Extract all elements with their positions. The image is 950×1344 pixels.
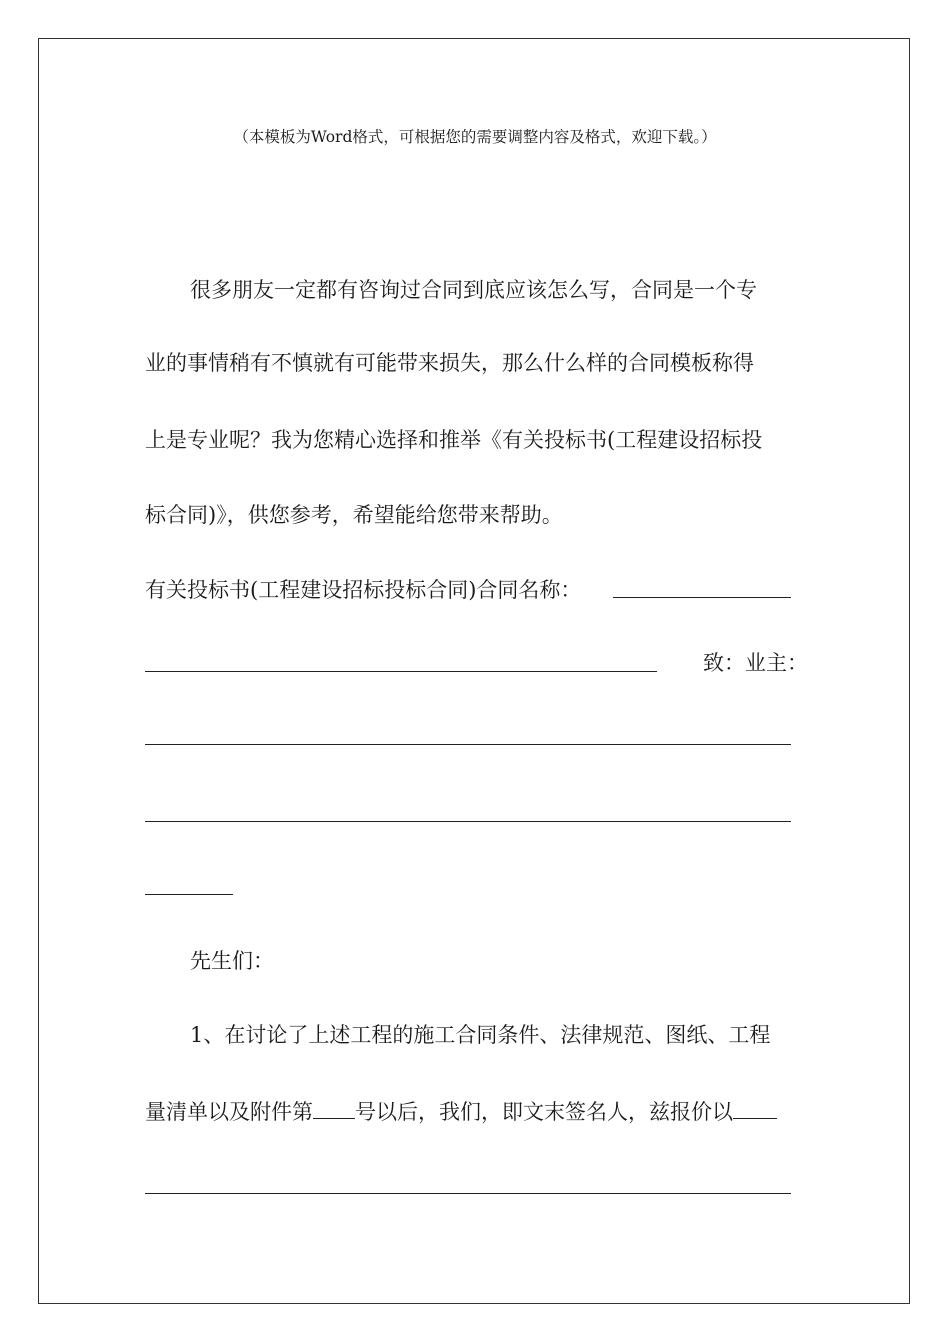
price-blank [733, 1096, 777, 1119]
intro-line-3: 上是专业呢？我为您精心选择和推举《有关投标书(工程建设招标投 [145, 428, 763, 452]
attachment-number-blank [313, 1096, 355, 1119]
contract-name-blank [613, 597, 791, 598]
to-owner-label: 致：业主： [703, 651, 808, 675]
intro-line-2: 业的事情稍有不慎就有可能带来损失，那么什么样的合同模板称得 [145, 351, 754, 375]
salutation: 先生们： [190, 949, 274, 973]
intro-line-4: 标合同)》，供您参考，希望能给您带来帮助。 [145, 503, 563, 527]
clause-1-text-b: 号以后，我们，即文末签名人，兹报价以 [355, 1100, 733, 1124]
clause-1-line-2 [145, 1096, 777, 1127]
price-blank-2 [145, 1193, 791, 1194]
clause-1-line-1: 1、在讨论了上述工程的施工合同条件、法律规范、图纸、工程 [190, 1023, 771, 1047]
contract-name-label: 有关投标书(工程建设招标投标合同)合同名称： [145, 578, 582, 602]
template-note: （本模板为Word格式，可根据您的需要调整内容及格式，欢迎下载。） [233, 128, 717, 146]
intro-line-1: 很多朋友一定都有咨询过合同到底应该怎么写，合同是一个专 [190, 278, 757, 302]
owner-blank-2 [145, 821, 791, 822]
clause-1-text-a: 量清单以及附件第 [145, 1100, 313, 1124]
owner-blank-1 [145, 744, 791, 745]
contract-name-blank-2 [145, 671, 657, 672]
owner-blank-3 [145, 894, 233, 895]
